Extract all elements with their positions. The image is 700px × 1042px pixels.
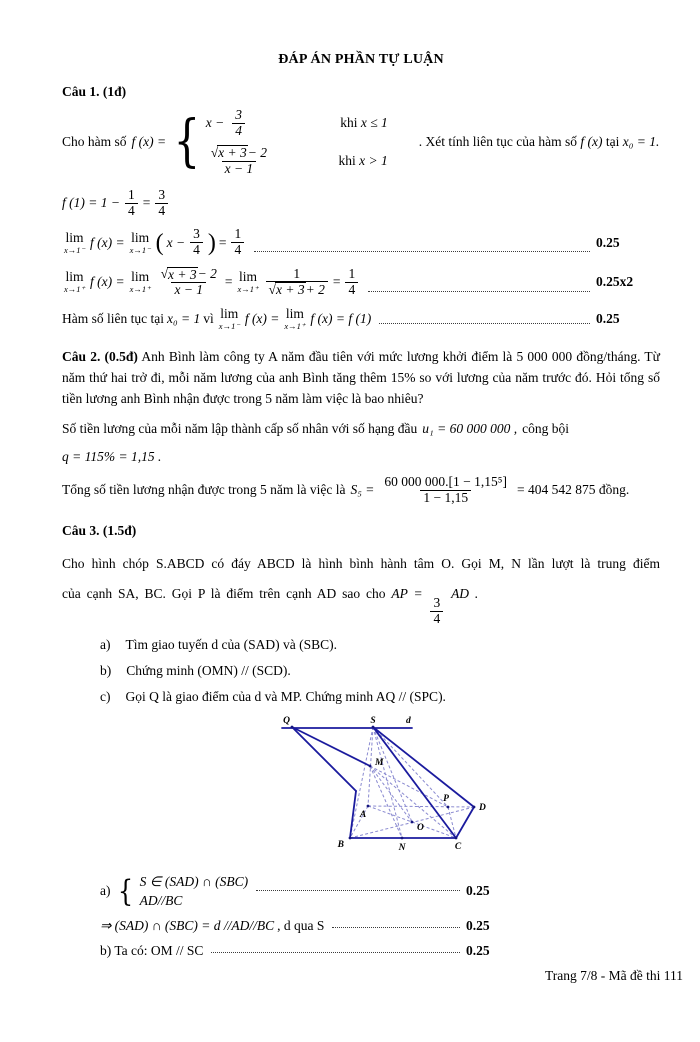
q1-intro-text: Cho hàm số xyxy=(62,134,127,150)
limit-operator: lim x→1⁺ xyxy=(284,305,306,331)
q3-heading: Câu 3. (1.5đ) xyxy=(62,523,137,539)
q2-solution-3: Tổng số tiền lương nhận được trong 5 năm là việc là S₅ = $\frac{\text{60 000 000.[1 − 1,15⁵]}}{1 - 1,15}$ = 404 542 875 đồng. xyxy=(62,474,630,505)
q2-heading: Câu 2. (0.5đ) xyxy=(62,349,138,365)
case2-fraction: √ x + 3 − 2 x − 1 xyxy=(210,144,268,176)
score-badge: 0.25 xyxy=(466,917,490,933)
document-page xyxy=(0,52,700,959)
s5-fraction: $\frac{\text{60 000 000.[1 − 1,15⁵]}}{1 - 1,15}$ xyxy=(384,474,507,505)
system-brace: { xyxy=(117,873,133,909)
sqrt-fraction-2: 1 √ x + 3 + 2 xyxy=(264,267,330,298)
case1-expr: x − xyxy=(205,115,225,131)
system-rows: S ∈ (SAD) ∩ (SBC) AD//BC xyxy=(139,873,249,908)
label-Q: Q xyxy=(283,715,290,726)
visible-edges xyxy=(282,727,474,838)
q2-solution-1: Số tiền lương của mỗi năm lập thành cấp số nhân với số hạng đầu u₁ = 60 000 000 , công bội xyxy=(62,421,569,437)
q1-step-left-limit: lim x→1⁻ f (x) = lim x→1⁻ ( x − $\frac{3}{4}$ ) = $\frac{1}{4}$ 0.25 xyxy=(62,227,660,257)
q3-item-a: a) Tìm giao tuyến d của (SAD) và (SBC). xyxy=(100,636,337,652)
q1-function-definition xyxy=(62,108,660,176)
score-badge: 0.25 xyxy=(596,310,620,326)
limit-operator: lim x→1⁻ xyxy=(218,305,240,331)
q1-question-text: . Xét tính liên tục của hàm số f (x) tại x₀ = 1. xyxy=(418,134,660,150)
score-badge: 0.25 xyxy=(466,942,490,958)
dotted-leader xyxy=(254,249,590,252)
label-A: A xyxy=(359,809,367,820)
q2-problem: Câu 2. (0.5đ) Anh Bình làm công ty A năm đầu tiên với mức lương khởi điểm là 5 000 000 đồng/tháng. Từ năm thứ hai trở đi, mỗi năm lương của anh Bình tăng thêm 15% so với lương của năm trước đó. Hỏi tổng số tiền lương anh Bình nhận được trong 5 năm làm việc là bao nhiêu? xyxy=(62,349,660,407)
q1-heading: Câu 1. (1đ) xyxy=(62,84,127,99)
dotted-leader xyxy=(256,888,460,891)
limit-operator: lim x→1⁻ xyxy=(64,229,86,255)
case1-condition: khi x ≤ 1 xyxy=(340,115,388,131)
label-N: N xyxy=(398,842,406,853)
q2-solution-2: q = 115% = 1,15 . xyxy=(62,449,162,465)
piecewise-cases xyxy=(206,108,414,176)
limit-operator: lim x→1⁺ xyxy=(129,269,151,295)
label-C: C xyxy=(454,841,462,852)
radical-sign: √ xyxy=(210,144,218,160)
label-S: S xyxy=(370,715,376,726)
limit-operator: lim x→1⁻ xyxy=(129,229,151,255)
q3-answer-a: a) { S ∈ (SAD) ∩ (SBC) AD//BC 0.25 xyxy=(100,874,502,909)
page-footer: Trang 7/8 - Mã đề thi 111 xyxy=(545,967,683,983)
piecewise-brace: { xyxy=(173,108,201,174)
label-d: d xyxy=(406,715,411,726)
vertex-dots xyxy=(291,725,476,839)
label-P: P xyxy=(443,793,449,804)
score-badge: 0.25 xyxy=(596,234,620,250)
q1-fx: f (x) = xyxy=(131,134,167,150)
dotted-leader xyxy=(379,321,590,324)
label-O: O xyxy=(417,822,424,833)
page-title: ĐÁP ÁN PHẦN TỰ LUẬN xyxy=(278,52,444,67)
limit-operator: lim x→1⁺ xyxy=(237,269,259,295)
ap-fraction: $\frac{3}{4}$ xyxy=(428,596,445,626)
score-badge: 0.25x2 xyxy=(596,274,634,290)
label-D: D xyxy=(479,802,486,813)
label-B: B xyxy=(337,839,344,850)
q1-conclusion: Hàm số liên tục tại x₀ = 1 vì lim x→1⁻ f (x) = lim x→1⁺ f (x) = f (1) 0.25 xyxy=(62,307,660,331)
q1-step-right-limit: lim x→1⁺ f (x) = lim x→1⁺ √ x + 3 − 2 x − 1 = lim x→1⁺ 1 √ x + 3 + 2 = $\frac{1}{4}$ 0.25x2 xyxy=(62,267,660,298)
pyramid-figure xyxy=(240,715,505,865)
q3-answer-arrow: ⇒ (SAD) ∩ (SBC) = d //AD//BC , d qua S 0.25 xyxy=(100,918,502,934)
q3-item-b: b) Chứng minh (OMN) // (SCD). xyxy=(100,662,291,678)
q3-item-c: c) Gọi Q là giao điểm của d và MP. Chứng minh AQ // (SPC). xyxy=(100,688,446,704)
q3-answer-b: b) Ta có: OM // SC 0.25 xyxy=(100,943,502,959)
q3-problem: Cho hình chóp S.ABCD có đáy ABCD là hình bình hành tâm O. Gọi M, N lần lượt là trung điểm của cạnh SA, BC. Gọi P là điểm trên cạnh AD sao cho AP = $\frac{3}{4}$ AD . xyxy=(62,556,660,626)
piecewise-case-2 xyxy=(206,145,414,176)
dotted-leader xyxy=(332,925,460,928)
case1-fraction: $\frac{3}{4}$ xyxy=(230,108,247,138)
dotted-leader xyxy=(368,289,590,292)
case2-condition: khi x > 1 xyxy=(338,152,388,168)
piecewise-case-1 xyxy=(206,108,414,138)
pyramid-figure-svg xyxy=(240,715,505,865)
sqrt-fraction: √ x + 3 − 2 x − 1 xyxy=(160,266,217,298)
open-paren: ( xyxy=(155,229,164,256)
q1-step-f1: f (1) = 1 − $\frac{1}{4}$ = $\frac{3}{4}$ xyxy=(62,188,660,218)
limit-operator: lim x→1⁺ xyxy=(64,269,86,295)
dotted-leader xyxy=(211,950,460,953)
close-paren: ) xyxy=(207,229,216,256)
label-M: M xyxy=(375,757,384,768)
score-badge: 0.25 xyxy=(466,883,490,898)
